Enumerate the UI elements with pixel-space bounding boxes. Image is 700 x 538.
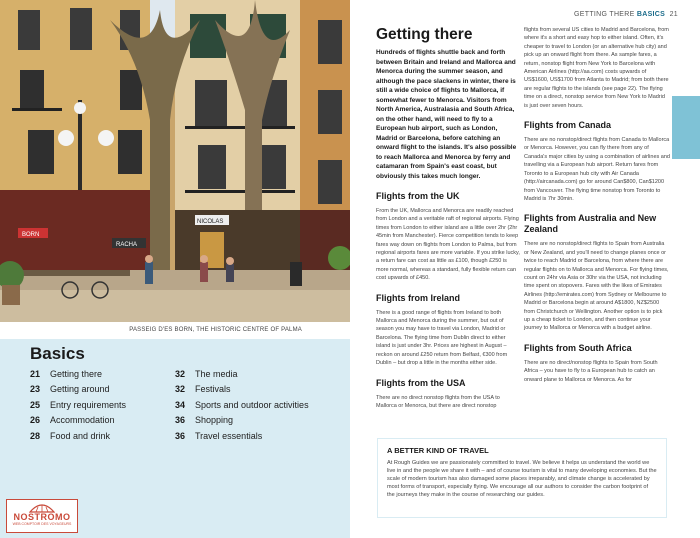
heading-canada: Flights from Canada (524, 120, 612, 131)
photo-caption (0, 322, 350, 339)
toc-label: Shopping (195, 415, 234, 426)
toc-row (30, 428, 330, 444)
toc-item[interactable] (30, 431, 175, 441)
toc-page-number: 36 (175, 415, 186, 426)
chapter-tab (672, 96, 700, 159)
toc-page-number: 23 (30, 384, 41, 395)
better-travel-box (377, 438, 667, 518)
toc-item[interactable] (30, 384, 175, 394)
text-ireland: There is a good range of flights from Ireland to both Mallorca and Menorca during the summer, but out of season you may have to travel via London, Madrid or Barcelona. The flying time from Dublin direct to either island is just under 3hr. Prices are highest in August – reckon on around £250 return from Belfast, €300 from Dublin – but drop a little in the months either side. (376, 309, 508, 367)
logo-name: NOSTROMO (13, 512, 71, 522)
box-text: At Rough Guides we are passionately committed to travel. We believe it helps us understand the world we live in and the people we share it with – and of course tourism is vital to many developing economies. But the scale of modern tourism has also damaged some places irreparably, and climate change is accelerated by most forms of transport, especially flying. We encourage all our authors to consider the carbon footprint of the journeys they make in the course of researching our guides. (387, 460, 657, 498)
toc-item[interactable] (30, 400, 175, 410)
logo-subtitle: WEB COMPTOIR DES VOYAGEURS (12, 522, 72, 526)
toc-item[interactable] (175, 400, 320, 410)
page-number: 21 (669, 11, 678, 18)
heading-australia: Flights from Australia and New Zealand (524, 213, 657, 235)
toc-label: Festivals (195, 384, 231, 395)
table-of-contents (30, 366, 330, 444)
toc-row (30, 366, 330, 382)
toc-item[interactable] (30, 369, 175, 379)
toc-page-number: 34 (175, 399, 186, 410)
street-photo (0, 0, 350, 322)
text-uk: From the UK, Mallorca and Menorca are readily reached from London and a veritable raft of regional airports. Flying times from London to either island are a little over 2hr (2hr 45min from Manchester). Fierce competition tends to keep fares way down on flights from London to Palma, but from regional airports fares are more variable. If you strike lucky, a return fare can cost as little as £100, though £250 is more normal, whereas a standard, fully flexible return can cost upwards of £450. (376, 208, 520, 282)
toc-item[interactable] (175, 369, 320, 379)
heading-south-africa: Flights from South Africa (524, 342, 632, 353)
toc-label: Entry requirements (50, 399, 127, 410)
text-usa: There are no direct nonstop flights from the USA to Mallorca or Menorca, but there are direct nonstop (376, 394, 500, 409)
toc-row (30, 413, 330, 429)
toc-label: Getting around (50, 384, 110, 395)
text-canada: There are no nonstop/direct flights from Canada to Mallorca or Menorca. However, you can fly there from any of Canada's major cities by using a combination of airlines and travelling via a European hub airport. Return fares from Toronto to a European hub city with Air Canada (http://aircanada.com) go for around Can$800, Can$1200 from Vancouver. The flying time nonstop from Toronto to Madrid is 7hr 30min. (524, 137, 670, 202)
toc-item[interactable] (30, 415, 175, 425)
running-head (574, 11, 678, 18)
toc-page-number: 32 (175, 368, 186, 379)
toc-page-number: 32 (175, 384, 186, 395)
text-south-africa: There are no direct/nonstop flights to Spain from South Africa – you have to fly to a European hub to catch an onward plane to Mallorca or Menorca. As for (524, 359, 658, 383)
toc-page-number: 25 (30, 399, 41, 410)
toc-page-number: 36 (175, 430, 186, 441)
toc-page-number: 26 (30, 415, 41, 426)
toc-item[interactable] (175, 415, 320, 425)
toc-label: Food and drink (50, 430, 111, 441)
toc-label: The media (195, 368, 238, 379)
toc-row (30, 382, 330, 398)
running-head-chapter: BASICS (636, 11, 666, 18)
heading-ireland: Flights from Ireland (376, 292, 461, 303)
toc-row (30, 397, 330, 413)
page-title: Getting there (376, 26, 473, 43)
street-photo-illustration (0, 0, 350, 322)
toc-page-number: 21 (30, 368, 41, 379)
shop-sign-racha: RACHA (116, 242, 138, 248)
text-usa-continued: flights from several US cities to Madrid and Barcelona, from where it's a short and easy hop to either island. Often, it's cheaper to travel to London (or an alternative hub city) and pick up an onward flight from there. As sample fares, a return, nonstop flight from New York to Barcelona with American Airlines (http://aa.com) costs upwards of US$1600, US$1700 from Atlanta to Madrid; from both there are regular flights to the islands (see page 22). The flying time on a direct, nonstop service from New York to Madrid is just over seven hours. (524, 27, 669, 109)
heading-uk: Flights from the UK (376, 191, 460, 201)
toc-label: Getting there (50, 368, 103, 379)
toc-item[interactable] (175, 384, 320, 394)
toc-label: Accommodation (50, 415, 115, 426)
nostromo-logo (6, 499, 78, 533)
column-1 (376, 26, 520, 410)
text-australia: There are no nonstop/direct flights to Spain from Australia or New Zealand, and you'll need to change planes once or twice to reach Madrid or Barcelona, from where there are regular flights on to Mallorca and Menorca. For flying times, count on 24hr via Asia or 30hr via the USA, not including time spent on stopovers. Fares with the likes of Emirates Airlines (http://emirates.com) from Sydney or Melbourne to Madrid or Barcelona begin at around A$1800, NZ$2500 from Christchurch or Wellington. Another option is to pick up a cheap ticket to London, and then continue your journey to Mallorca or Menorca with a budget airline. (524, 241, 669, 332)
shop-sign-nicolas: NICOLAS (197, 219, 224, 225)
toc-label: Travel essentials (195, 430, 263, 441)
toc-page-number: 28 (30, 430, 41, 441)
heading-usa: Flights from the USA (376, 377, 466, 388)
lead-paragraph: Hundreds of flights shuttle back and forth between Britain and Ireland and Mallorca and Menorca during the summer season, and although the pace slackens in winter, there is still a wide choice of flights to Mallorca, if somewhat fewer to Menorca. Visitors from North America, Australasia and South Africa, on the other hand, will need to fly to a European hub airport, such as London, Madrid or Barcelona, before catching an onward flight to the islands. It's also possible to reach Mallorca and Menorca by ferry and catamaran from Spain's east coast, but obviously this takes much longer. (376, 49, 517, 180)
running-head-section: GETTING THERE (574, 11, 635, 18)
toc-item[interactable] (175, 431, 320, 441)
shop-sign-born: BORN (22, 232, 40, 238)
basics-title: Basics (30, 344, 85, 363)
photo-caption-text: PASSEIG D'ES BORN, THE HISTORIC CENTRE OF PALMA (129, 327, 302, 333)
column-2 (524, 26, 670, 384)
box-title: A BETTER KIND OF TRAVEL (387, 446, 489, 455)
toc-label: Sports and outdoor activities (195, 399, 309, 410)
